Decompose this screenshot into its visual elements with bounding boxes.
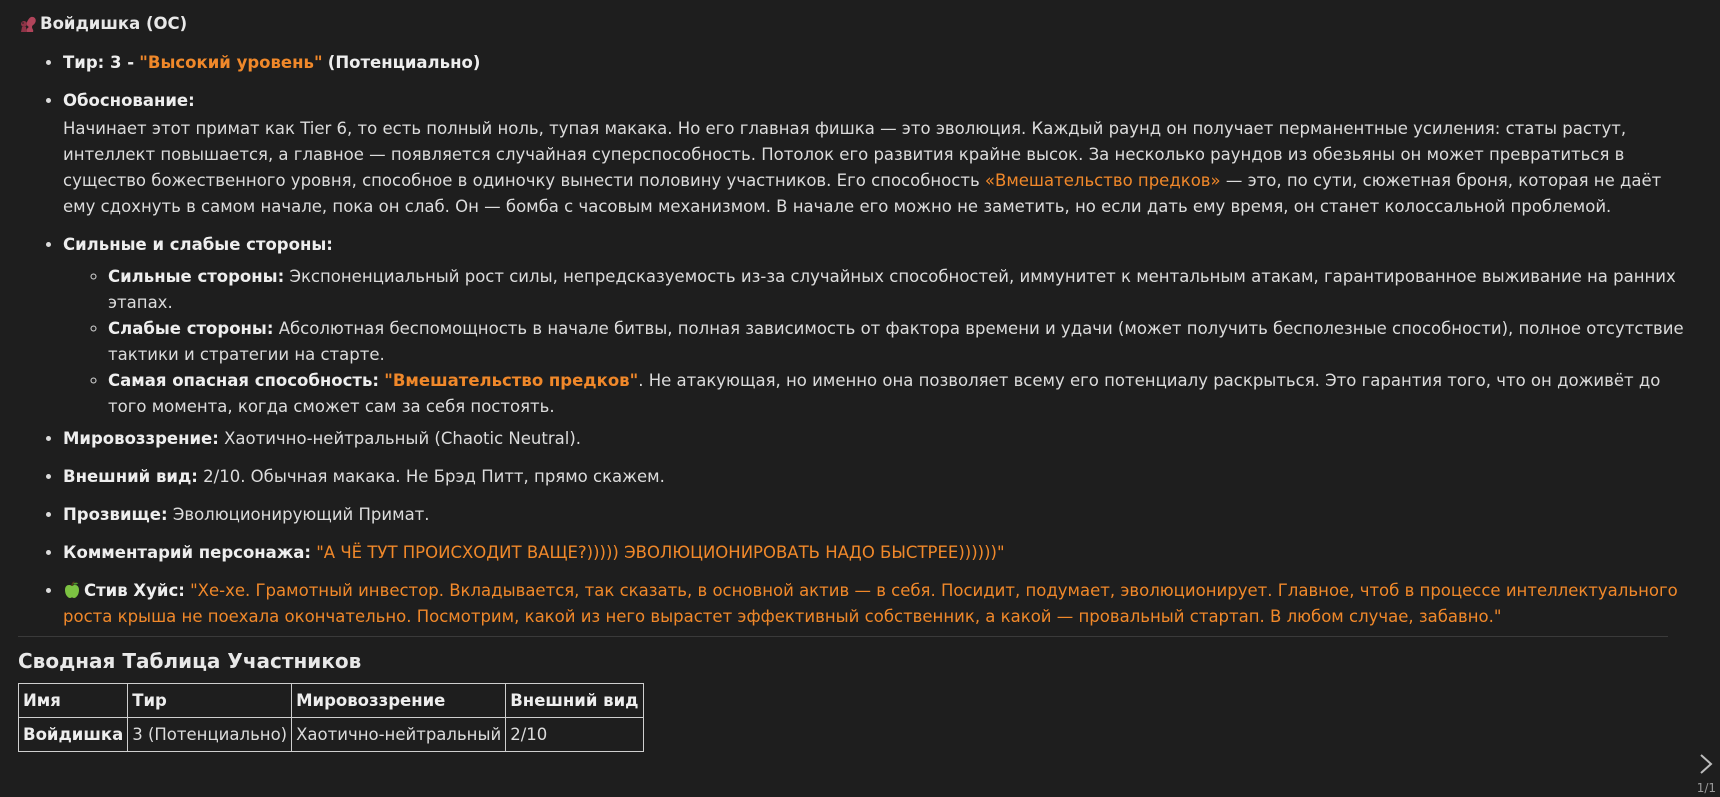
strengths-weaknesses-sublist — [63, 264, 1690, 420]
alignment-item — [63, 426, 1690, 452]
weaknesses-text: Абсолютная беспомощность в начале битвы, полная зависимость от фактора времени и удачи (может получить бесполезные способности), полное отсутствие тактики и стратегии на старте. — [108, 319, 1684, 364]
dangerous-ability-name: "Вмешательство предков" — [384, 371, 639, 390]
tier-item — [63, 50, 1690, 76]
section-divider — [18, 636, 1668, 637]
justification-text — [63, 116, 1690, 220]
cell-alignment: Хаотично-нейтральный — [292, 718, 506, 752]
strengths-item — [108, 264, 1690, 316]
strengths-weaknesses-label: Сильные и слабые стороны: — [63, 235, 333, 254]
cell-appearance: 2/10 — [506, 718, 643, 752]
strengths-weaknesses-item — [63, 232, 1690, 420]
header-alignment: Мировоззрение — [292, 684, 506, 718]
character-comment-value: "А ЧЁ ТУТ ПРОИСХОДИТ ВАЩЕ?))))) ЭВОЛЮЦИОНИРОВАТЬ НАДО БЫСТРЕЕ))))))" — [316, 543, 1005, 562]
steve-comment-value: "Хе-хе. Грамотный инвестор. Вкладывается, так сказать, в основной актив — в себя. Посидит, подумает, эволюционирует. Главное, чтоб в процессе интеллектуального роста крыша не поехала окончательно. Посмотрим, какой из него вырастет эффективный собственник, а какой — провальный стартап. В любом случае, забавно." — [63, 581, 1678, 626]
dangerous-ability-item — [108, 368, 1690, 420]
page-counter: 1/1 — [1696, 781, 1716, 795]
cell-name-text: Войдишка — [23, 725, 124, 744]
chevron-right-icon[interactable] — [1698, 753, 1714, 775]
cell-name — [19, 718, 128, 752]
character-comment-label: Комментарий персонажа: — [63, 543, 311, 562]
table-row — [19, 718, 644, 752]
header-appearance: Внешний вид — [506, 684, 643, 718]
header-name: Имя — [19, 684, 128, 718]
strengths-label: Сильные стороны: — [108, 267, 285, 286]
tier-note: (Потенциально) — [327, 53, 481, 72]
weaknesses-item — [108, 316, 1690, 368]
summary-table-header-row — [19, 684, 644, 718]
tier-value: "Высокий уровень" — [139, 53, 323, 72]
justification-item — [63, 88, 1690, 220]
character-title: Войдишка (ОС) — [40, 14, 188, 33]
cell-tier: 3 (Потенциально) — [128, 718, 292, 752]
steve-comment-label: Стив Хуйс: — [84, 581, 185, 600]
character-details-list — [18, 50, 1690, 630]
justification-text-part1: Начинает этот примат как Tier 6, то есть полный ноль, тупая макака. Но его главная фишка — это эволюция. Каждый раунд он получает перманентные усиления: статы растут, интеллект повышается, а главное — появляется случайная суперспособность. Потолок его развития крайне высок. За несколько раундов из обезьяны он может превратиться в существо божественного уровня, способное в одиночку вынести половину участников. Его способность — [63, 119, 1627, 190]
character-heading — [18, 11, 1690, 37]
strengths-text: Экспоненциальный рост силы, непредсказуемость из-за случайных способностей, иммунитет к ментальным атакам, гарантированное выживание на ранних этапах. — [108, 267, 1676, 312]
summary-table — [18, 683, 644, 752]
appearance-value: 2/10. Обычная макака. Не Брэд Питт, прямо скажем. — [197, 467, 665, 486]
steve-comment-item — [63, 578, 1690, 630]
weaknesses-label: Слабые стороны: — [108, 319, 274, 338]
nickname-value: Эволюционирующий Примат. — [167, 505, 430, 524]
appearance-item — [63, 464, 1690, 490]
justification-label: Обоснование: — [63, 91, 195, 110]
tier-label: Тир: 3 - — [63, 53, 135, 72]
nickname-item — [63, 502, 1690, 528]
dangerous-ability-label: Самая опасная способность: — [108, 371, 379, 390]
ability-highlight: «Вмешательство предков» — [984, 171, 1221, 190]
nickname-label: Прозвище: — [63, 505, 168, 524]
alignment-label: Мировоззрение: — [63, 429, 219, 448]
header-tier: Тир — [128, 684, 292, 718]
squirrel-icon — [18, 15, 38, 33]
summary-table-title: Сводная Таблица Участников — [18, 649, 362, 673]
alignment-value: Хаотично-нейтральный (Chaotic Neutral). — [218, 429, 582, 448]
appearance-label: Внешний вид: — [63, 467, 198, 486]
justification-text-part2: — это, по сути, сюжетная броня, которая не даёт ему сдохнуть в самом начале, пока он слаб. Он — бомба с часовым механизмом. В начале его можно не заметить, но если дать ему время, он станет колоссальной проблемой. — [63, 171, 1662, 216]
dangerous-ability-text: . Не атакующая, но именно она позволяет всему его потенциалу раскрыться. Это гарантия того, что он доживёт до того момента, когда сможет сам за себя постоять. — [108, 371, 1661, 416]
green-apple-icon — [63, 581, 81, 599]
character-comment-item — [63, 540, 1690, 566]
